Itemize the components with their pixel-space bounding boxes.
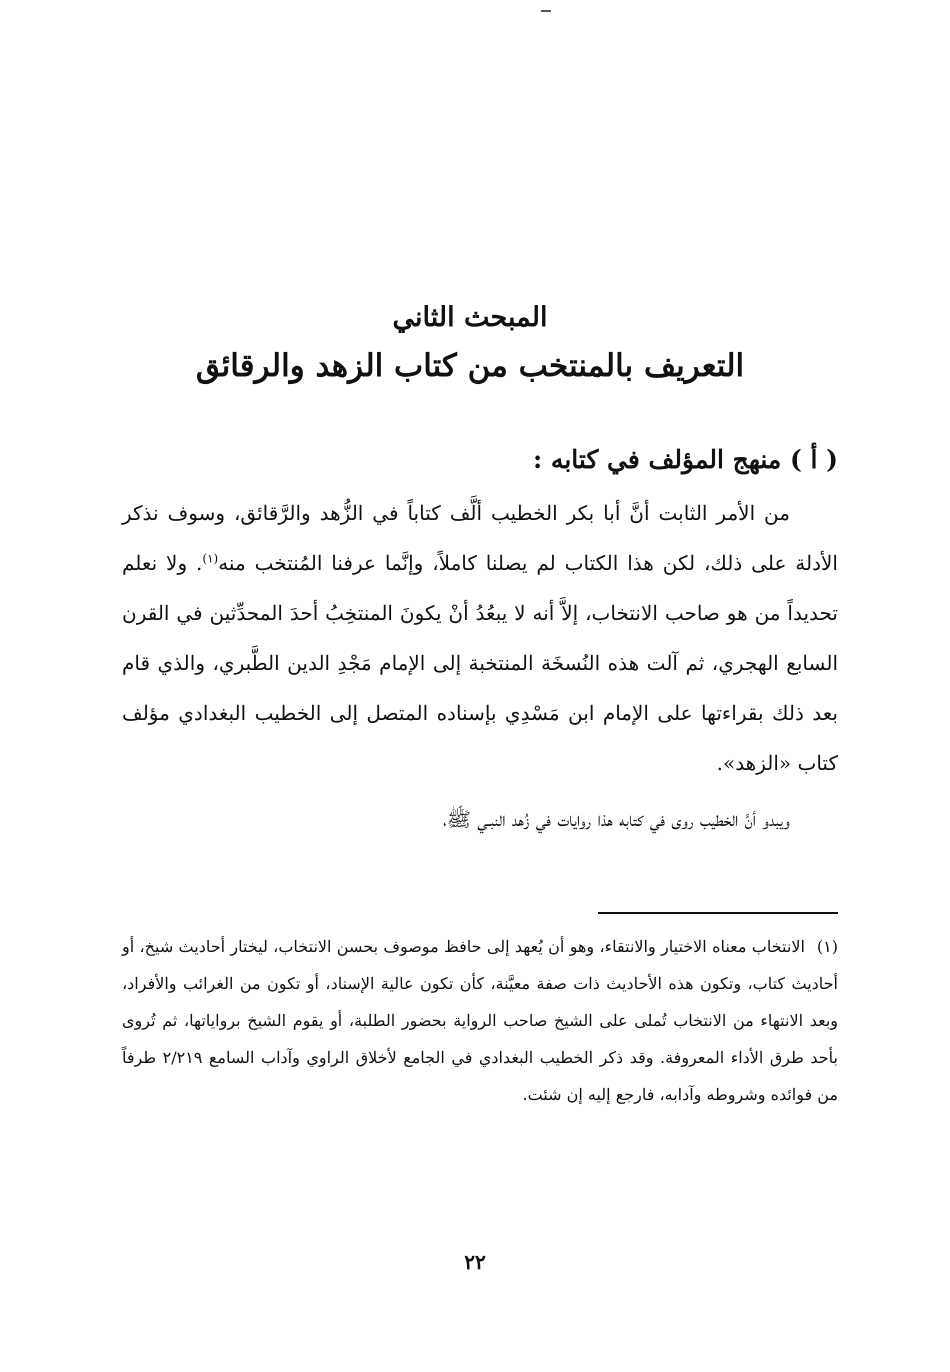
paragraph-2: ويبدو أنَّ الخطيب روى في كتابه هذا روايات في زُهد النبـي ﷺ، [442, 807, 790, 831]
scan-mark [541, 10, 551, 12]
footnote-reference: (١) [202, 551, 219, 566]
chapter-label: المبحث الثاني [392, 302, 548, 333]
footnote [122, 928, 838, 1113]
paragraph-1-part-2: . ولا نعلم تحديداً من هو صاحب الانتخاب، إلاَّ أنه لا يبعُدُ أنْ يكونَ المنتخِبُ أحدَ المحدِّثين في القرن السابع الهجري، ثم آلت هذه النُسخَة المنتخبة إلى الإمام مَجْدِ الدين الطَّبري، والذي قام بعد ذلك بقراءتها على الإمام ابن مَسْدِي بإسناده المتصل إلى الخطيب البغدادي مؤلف كتاب «الزهد». [122, 551, 838, 775]
paragraph-1-part-1: من الأمر الثابت أنَّ أبا بكر الخطيب ألَّف كتاباً في الزُّهد والرَّقائق، وسوف نذكر الأدلة على ذلك، لكن هذا الكتاب لم يصلنا كاملاً، وإنَّما عرفنا المُنتخب منه [122, 501, 838, 575]
footnote-text: الانتخاب معناه الاختيار والانتقاء، وهو أن يُعهد إلى حافظ موصوف بحسن الانتخاب، ليختار أحاديث شيخ، أو أحاديث كتاب، وتكون هذه الأحاديث ذات صفة معيَّنة، كأن تكون عالية الإسناد، أو تكون من الغرائب والأفراد، وبعد الانتهاء من الانتخاب تُملى على الشيخ صاحب الرواية بحضور الطلبة، أو يقوم الشيخ برواياتها، ثم تُروى بأحد طرق الأداء المعروفة. وقد ذكر الخطيب البغدادي في الجامع لأخلاق الراوي وآداب السامع ٢/٢١٩ طرفاً من فوائده وشروطه وآدابه، فارجع إليه إن شئت. [122, 937, 839, 1104]
main-text [122, 440, 838, 844]
paragraph-1 [122, 488, 838, 788]
footnote-divider [598, 912, 838, 914]
page-number: ٢٢ [464, 1250, 486, 1274]
section-heading: ( أ ) منهج المؤلف في كتابه : [533, 445, 838, 474]
chapter-title: التعريف بالمنتخب من كتاب الزهد والرقائق [195, 348, 745, 384]
chapter-headings [90, 296, 850, 392]
footnote-number: (١) [816, 937, 838, 956]
